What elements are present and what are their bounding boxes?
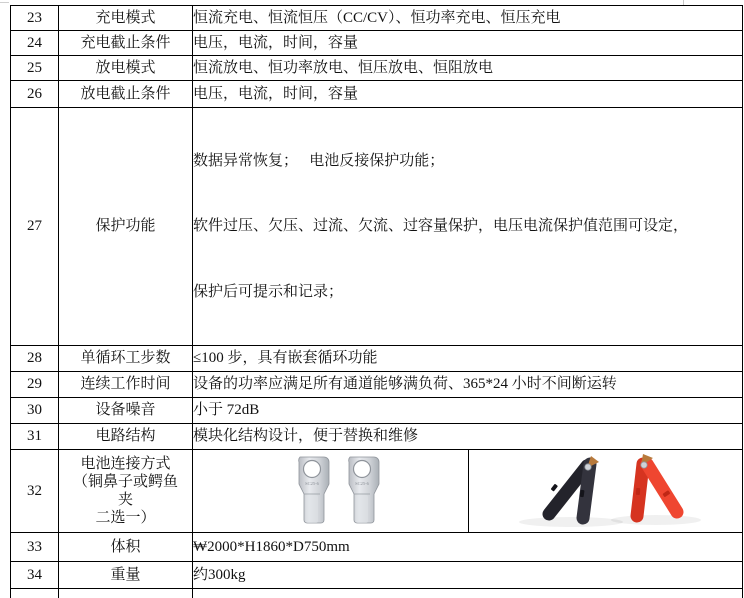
- copper-lug-icon: [276, 455, 386, 527]
- spec-label: 连续工作时间: [59, 372, 193, 398]
- spec-label: 电路结构: [59, 424, 193, 450]
- row-number: 34: [11, 562, 59, 589]
- spec-label: 保护功能: [59, 108, 193, 346]
- row-number: 29: [11, 372, 59, 398]
- spec-label: 充电模式: [59, 6, 193, 31]
- alligator-clip-image: [469, 450, 743, 533]
- alligator-clips-icon: [491, 452, 721, 530]
- lug-marking-text: SC25-6: [304, 481, 319, 486]
- spec-label: 放电模式: [59, 56, 193, 81]
- spec-table: [10, 5, 743, 598]
- table-row: [11, 56, 743, 81]
- row-number: [11, 589, 59, 598]
- spec-label: 重量: [59, 562, 193, 589]
- spec-value-line: 数据异常恢复； 电池反接保护功能；: [193, 152, 445, 169]
- table-row: [11, 450, 743, 533]
- spec-value: [193, 108, 743, 346]
- spec-value: 设备的功率应满足所有通道能够满负荷、365*24 小时不间断运转: [193, 372, 743, 398]
- spec-value: 恒流充电、恒流恒压（CC/CV）、恒功率充电、恒压充电: [193, 6, 743, 31]
- row-number: 24: [11, 31, 59, 56]
- black-clip: [549, 456, 599, 518]
- cutoff-border-artifact: [0, 2, 9, 3]
- row-number: 25: [11, 56, 59, 81]
- table-row: [11, 31, 743, 56]
- spec-label: 单循环工步数: [59, 346, 193, 372]
- spec-label: [59, 589, 193, 598]
- table-row-cutoff: [11, 589, 743, 598]
- row-number: 28: [11, 346, 59, 372]
- spec-label: 设备噪音: [59, 398, 193, 424]
- spec-value-line: 保护后可提示和记录；: [193, 283, 344, 300]
- spec-value: ₩2000*H1860*D750mm: [193, 533, 743, 562]
- table-row: [11, 424, 743, 450]
- row-number: 23: [11, 6, 59, 31]
- spec-label: 充电截止条件: [59, 31, 193, 56]
- row-number: 31: [11, 424, 59, 450]
- table-row: [11, 533, 743, 562]
- spec-value: ≤100 步，具有嵌套循环功能: [193, 346, 743, 372]
- table-row: [11, 6, 743, 31]
- table-row: [11, 81, 743, 108]
- row-number: 32: [11, 450, 59, 533]
- table-row: [11, 346, 743, 372]
- spec-value: [193, 589, 743, 598]
- red-clip: [635, 454, 676, 516]
- row-number: 26: [11, 81, 59, 108]
- spec-label-line: 二选一）: [95, 510, 156, 526]
- spec-value-line: 软件过压、欠压、过流、欠流、过容量保护，电压电流保护值范围可设定，: [193, 218, 689, 234]
- spec-label: 体积: [59, 533, 193, 562]
- table-row: [11, 398, 743, 424]
- spec-value: 小于 72dB: [193, 398, 743, 424]
- spec-label: [59, 450, 193, 533]
- row-number: 33: [11, 533, 59, 562]
- table-row: [11, 562, 743, 589]
- spec-label-line: （铜鼻子或鳄鱼: [72, 474, 178, 490]
- table-row: [11, 108, 743, 346]
- spec-value: 恒流放电、恒功率放电、恒压放电、恒阻放电: [193, 56, 743, 81]
- copper-lug-image: [193, 450, 469, 533]
- spec-value: 电压，电流，时间，容量: [193, 31, 743, 56]
- lug-marking-text: SC25-6: [354, 481, 369, 486]
- spec-value: 电压，电流，时间，容量: [193, 81, 743, 108]
- table-row: [11, 372, 743, 398]
- row-number: 27: [11, 108, 59, 346]
- spec-label-line: 电池连接方式: [80, 456, 171, 472]
- spec-value: 模块化结构设计，便于替换和维修: [193, 424, 743, 450]
- row-number: 30: [11, 398, 59, 424]
- spec-value: 约300kg: [193, 562, 743, 589]
- spec-label-line: 夹: [117, 492, 133, 508]
- spec-label: 放电截止条件: [59, 81, 193, 108]
